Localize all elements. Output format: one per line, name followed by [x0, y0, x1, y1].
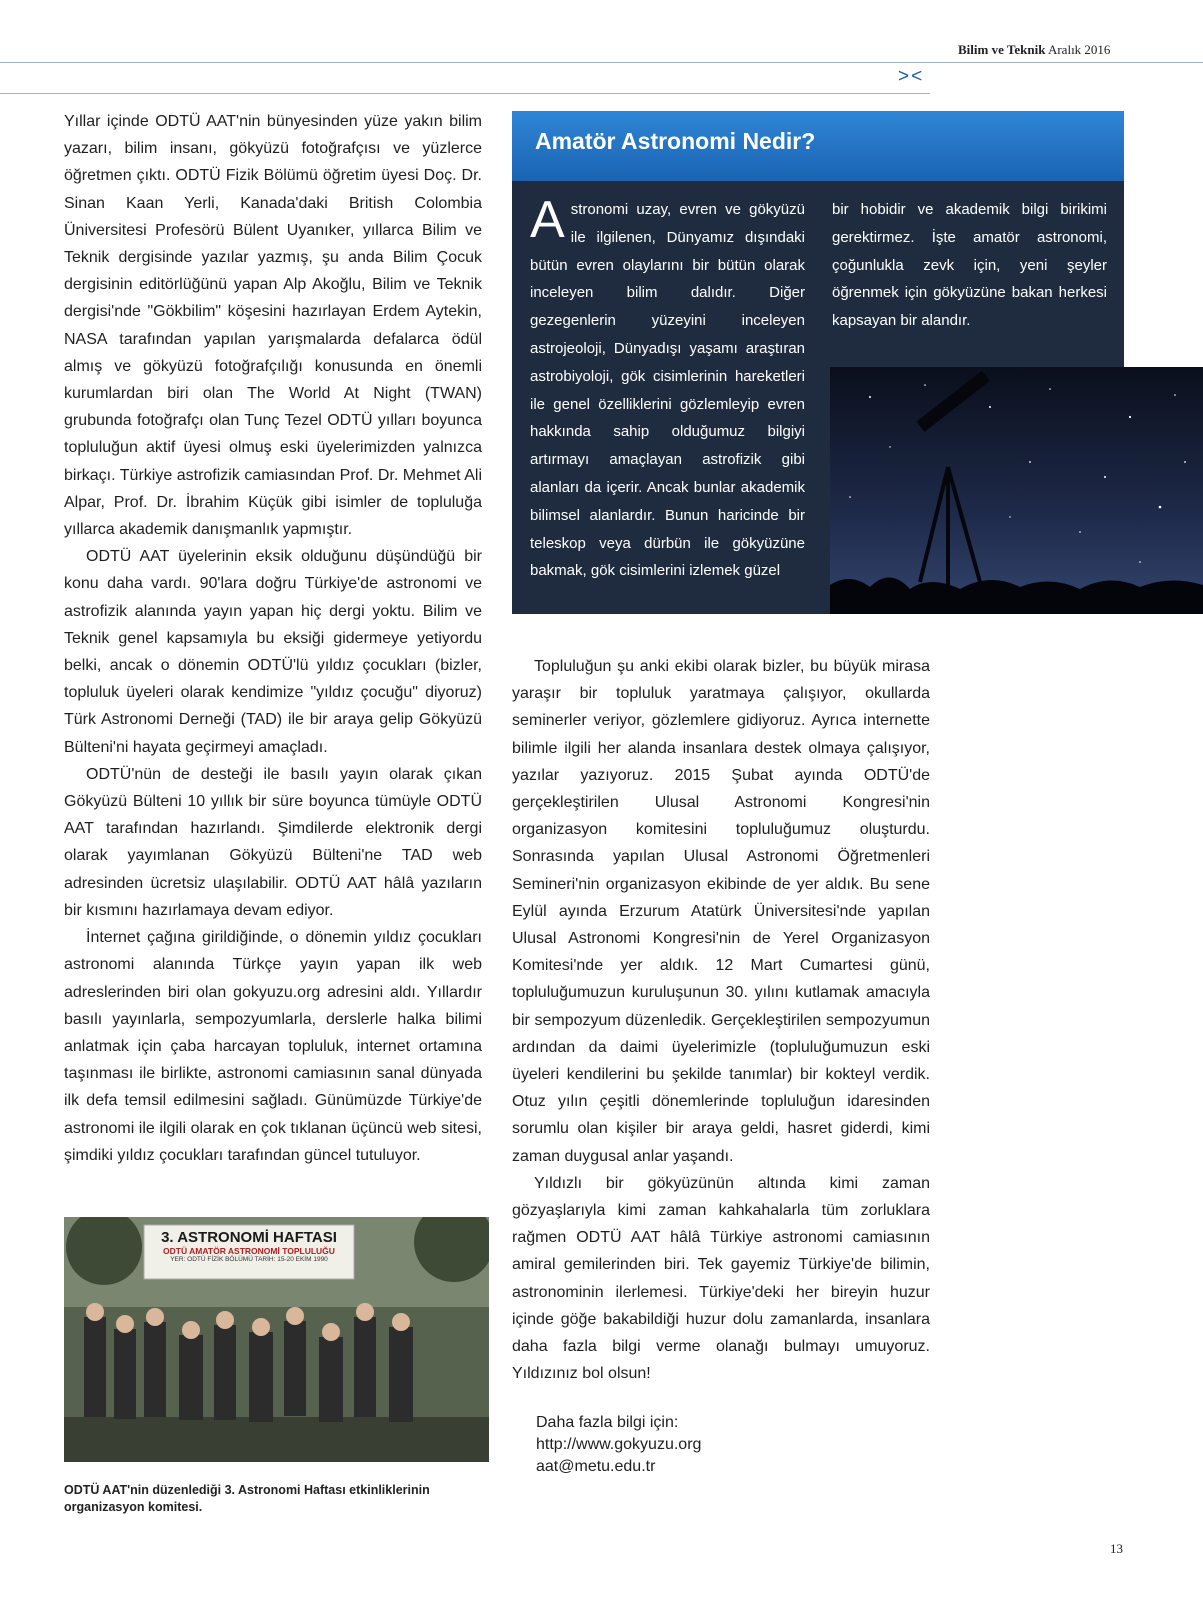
sidebar-text-column-1 — [530, 191, 805, 585]
sidebar-text: stronomi uzay, evren ve gökyüzü ile ilgilenen, Dünyamız dışındaki bütün evren olaylarını bir bütün olarak inceleyen bilim dalıdır. Diğer gezegenlerin yüzeyini inceleyen astrojeoloji, Dünyadışı yaşamı araştıran astrobiyoloji, gök cisimlerinin hareketleri ile genel özelliklerini gözlemleyip evren hakkında sahip olduğumuz bilgiyi artırmayı amaçlayan astrofizik gibi alanları da içerir. Ancak bunlar akademik bilimsel alanlardır. Bunun haricinde bir teleskop veya dürbün ile gökyüzüne bakmak, gök cisimlerini izlemek güzel — [530, 201, 805, 580]
paragraph: ODTÜ AAT üyelerinin eksik olduğunu düşündüğü bir konu daha vardı. 90'lara doğru Türkiye'de astronomi ve astrofizik alanında yayın yapan hiç dergi yoktu. Bilim ve Teknik genel kapsamıyla bu eksiği gidermeye yetiyordu belki, ancak o dönemin ODTÜ'lü yıldız çocukları (bizler, topluluk üyeleri olarak kendimize "yıldız çocuğu" diyoruz) Türk Astronomi Derneği (TAD) ile bir araya gelip Gökyüzü Bülteni'ni hayata geçirmeyi amaçladı. — [64, 548, 482, 756]
photo-caption: ODTÜ AAT'nin düzenlediği 3. Astronomi Haftası etkinliklerinin organizasyon komitesi. — [64, 1483, 430, 1514]
contact-label: Daha fazla bilgi için: — [536, 1414, 679, 1431]
header-rule — [0, 62, 1203, 63]
running-header — [958, 42, 1110, 58]
paragraph: Topluluğun şu anki ekibi olarak bizler, bu büyük mirasa yaraşır bir topluluk yaratmaya çalışıyor, okullarda seminerler veriyor, gözlemlere gidiyoruz. Ayrıca internette bilimle ilgili her alanda insanlara destek olmaya çalışıyor, yazılar yazıyoruz. 2015 Şubat ayında ODTÜ'de gerçekleştirilen Ulusal Astronomi Kongresi'nin organizasyon komitesini topluluğumuz oluşturdu. Sonrasında yapılan Ulusal Astronomi Öğretmenleri Semineri'nin organizasyon ekibinde de yer aldık. Bu sene Eylül ayında Erzurum Atatürk Üniversitesi'nde yapılan Ulusal Astronomi Kongresi'nin de Yerel Organizasyon Komitesi'nde yer aldık. 12 Mart Cumartesi günü, topluluğumuzun kuruluşunun 30. yılını kutlamak amacıyla bir sempozyum düzenledik. Gerçekleştirilen sempozyumun ardından da daimi üyelerimizle (topluluğumuzun eski üyeleri kendilerini bu şekilde tanımlar) bir kokteyl verdik. Otuz yılın çeşitli dönemlerinde topluluğun idaresinden sorumlu olan kişiler bir araya geldi, hasret giderdi, kimi zaman duygusal anlar yaşandı. — [512, 658, 930, 1165]
contact-info — [536, 1412, 701, 1478]
email-link[interactable]: aat@metu.edu.tr — [536, 1458, 656, 1475]
banner-subtitle: ODTÜ AMATÖR ASTRONOMİ TOPLULUĞU — [163, 1246, 335, 1256]
banner-title: 3. ASTRONOMİ HAFTASI — [161, 1229, 337, 1246]
banner-details: YER: ODTÜ FİZİK BÖLÜMÜ TARİH: 15-20 EKİM 1990 — [170, 1256, 328, 1263]
sidebar-title: Amatör Astronomi Nedir? — [535, 128, 816, 154]
paragraph: Yıldızlı bir gökyüzünün altında kimi zaman gözyaşlarıyla kimi zaman kahkahalarla tüm zorluklara rağmen ODTÜ AAT hâlâ Türkiye astronomi camiasının amiral gemilerinden biri. Tek gayemiz Türkiye'de bilimin, astronominin ilerlemesi. Türkiye'deki her bireyin huzur içinde göğe bakabildiği huzur dolu zamanlarda, insanlara daha fazla bilgi verme olanağı bulmayı umuyoruz. Yıldızınız bol olsun! — [512, 1174, 930, 1383]
group-photo — [64, 1217, 489, 1462]
sidebar-text-column-2: bir hobidir ve akademik bilgi birikimi gerektirmez. İşte amatör astronomi, çoğunlukla zevk için, yeni şeyler öğrenmek için gökyüzüne bakan herkesi kapsayan bir alandır. — [832, 201, 1107, 330]
section-marker: >< — [898, 66, 925, 87]
right-column — [512, 653, 930, 1387]
website-link[interactable]: http://www.gokyuzu.org — [536, 1436, 702, 1453]
magazine-name: Bilim ve Teknik — [958, 42, 1046, 57]
drop-cap: A — [530, 191, 565, 249]
paragraph: Yıllar içinde ODTÜ AAT'nin bünyesinden yüze yakın bilim yazarı, bilim insanı, gökyüzü fotoğrafçısı ve yüzlerce öğretmen çıktı. ODTÜ Fizik Bölümü öğretim üyesi Doç. Dr. Sinan Kaan Yerli, Kanada'daki British Colombia Üniversitesi Profesörü Bülent Uyanıker, yıllarca Bilim ve Teknik dergisinde yazılar yazmış, şu anda Bilim Çocuk dergisinin editörlüğünü yapan Alp Akoğlu, Bilim ve Teknik dergisi'nde "Gökbilim" köşesini hazırlayan Erdem Aytekin, NASA tarafından yapılan yarışmalarda defalarca ödül almış ve gökyüzü fotoğrafçılığı konusunda en önemli kurumlardan biri olan The World At Night (TWAN) grubunda fotoğrafçı olan Tunç Tezel ODTÜ yılları boyunca topluluğun aktif üyesi olmuş eski üyelerimizden yalnızca birkaçı. Türkiye astrofizik camiasından Prof. Dr. Mehmet Ali Alpar, Prof. Dr. İbrahim Küçük gibi isimler de topluluğa yıllarca akademik danışmanlık yapmıştır. — [64, 113, 482, 539]
header-rule-lower — [0, 93, 930, 94]
paragraph: İnternet çağına girildiğinde, o dönemin yıldız çocukları astronomi alanında Türkçe yayın yapan ilk web adreslerinden biri olan gokyuzu.org adresini aldı. Yıllardır basılı yayınlarla, sempozyumlarla, derslerle halka bilimi anlatmak için çaba harcayan topluluk, internet ortamına taşınması ile birlikte, astronomi camiasının sanal dünyada ilk defa temsil edilmesini sağladı. Günümüzde Türkiye'de astronomi ile ilgili olarak en çok tıklanan üçüncü web sitesi, şimdiki yıldız çocukları tarafından güncel tutuluyor. — [64, 929, 482, 1164]
night-sky-telescope-image — [830, 367, 1203, 614]
page-number: 13 — [1110, 1541, 1123, 1556]
paragraph: ODTÜ'nün de desteği ile basılı yayın olarak çıkan Gökyüzü Bülteni 10 yıllık bir süre boyunca tümüyle ODTÜ AAT tarafından hazırlandı. Şimdilerde elektronik dergi olarak yayımlanan Gökyüzü Bülteni'ne TAD web adresinden ücretsiz ulaşılabilir. ODTÜ AAT hâlâ yazıların bir kısmını hazırlamaya devam ediyor. — [64, 765, 482, 919]
left-column — [64, 108, 482, 1169]
issue-date: Aralık 2016 — [1047, 42, 1111, 57]
